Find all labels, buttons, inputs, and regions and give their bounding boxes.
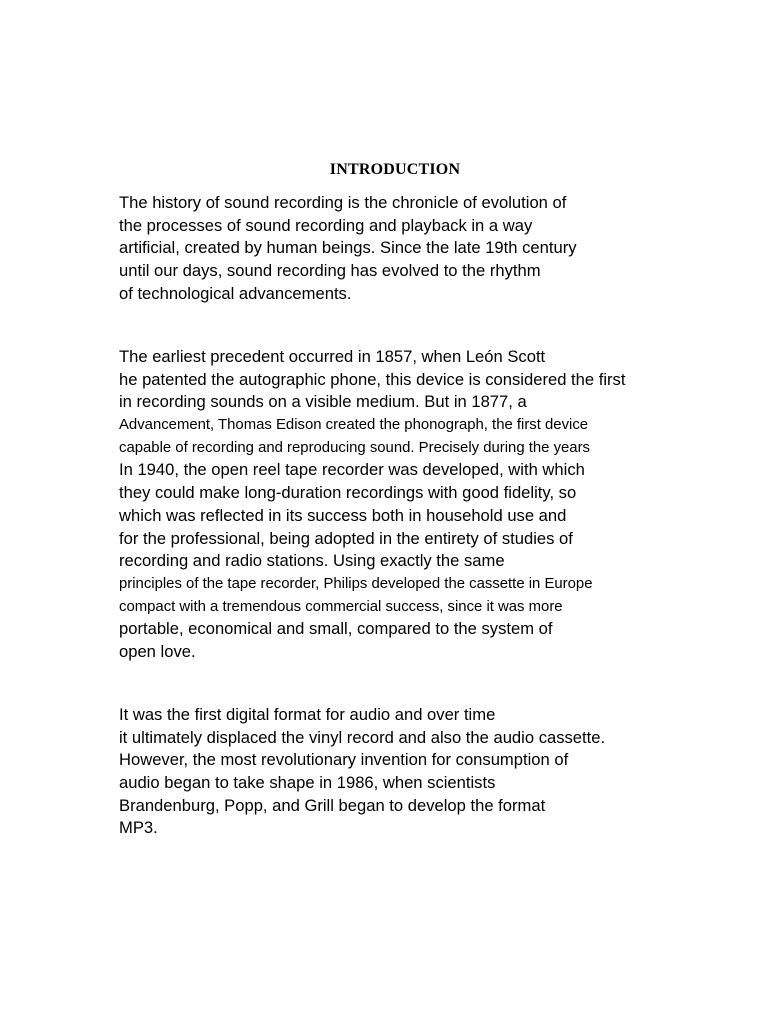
paragraph-2 [119,346,719,664]
paragraph-line: it ultimately displaced the vinyl record and also the audio cassette. [119,727,606,747]
paragraph-line: in recording sounds on a visible medium. But in 1877, a [119,392,527,412]
paragraph-line: for the professional, being adopted in the entirety of studies of [119,528,573,548]
paragraph-line: recording and radio stations. Using exactly the same [119,551,505,571]
paragraph-line: artificial, created by human beings. Since the late 19th century [119,238,577,258]
paragraph-line: they could make long-duration recordings with good fidelity, so [119,483,577,503]
paragraph-line: open love. [119,641,196,661]
paragraph-line: the processes of sound recording and playback in a way [119,215,533,235]
paragraph-line: Brandenburg, Popp, and Grill began to develop the format [119,795,546,815]
paragraph-line: However, the most revolutionary invention for consumption of [119,750,569,770]
paragraph-3 [119,704,719,840]
paragraph-line: MP3. [119,818,158,838]
paragraph-line: he patented the autographic phone, this device is considered the first [119,369,626,389]
paragraph-line: compact with a tremendous commercial success, since it was more [119,598,563,615]
paragraph-line: The history of sound recording is the chronicle of evolution of [119,193,567,212]
paragraph-line: In 1940, the open reel tape recorder was developed, with which [119,460,585,480]
paragraph-line: capable of recording and reproducing sound. Precisely during the years [119,439,590,456]
paragraph-line: portable, economical and small, compared to the system of [119,619,553,639]
paragraph-line: The earliest precedent occurred in 1857, when León Scott [119,347,546,366]
paragraph-1 [119,192,719,305]
paragraph-line: It was the first digital format for audio and over time [119,705,496,724]
paragraph-line: which was reflected in its success both in household use and [119,505,567,525]
paragraph-line: Advancement, Thomas Edison created the phonograph, the first device [119,417,589,434]
paragraph-line: of technological advancements. [119,283,352,303]
paragraph-line: until our days, sound recording has evolved to the rhythm [119,261,541,281]
paragraph-line: audio began to take shape in 1986, when scientists [119,773,496,793]
document-title: INTRODUCTION [329,161,461,178]
paragraph-line: principles of the tape recorder, Philips developed the cassette in Europe [119,575,593,592]
